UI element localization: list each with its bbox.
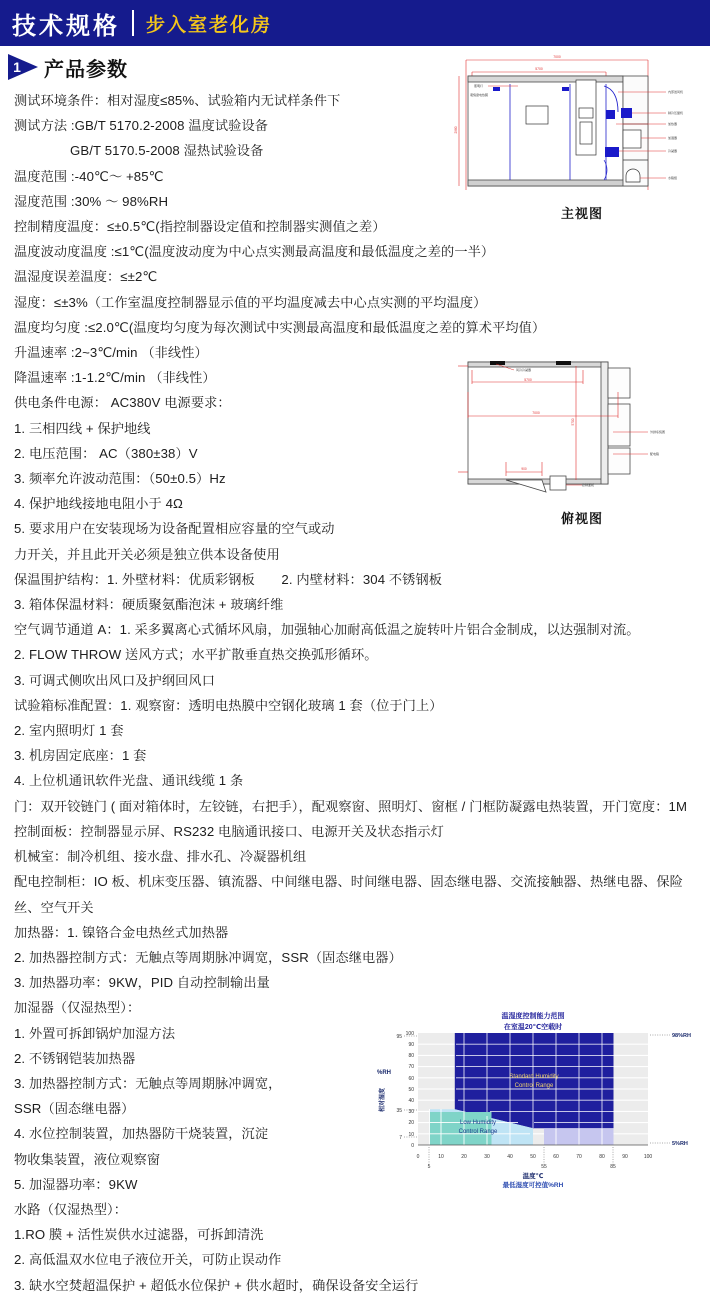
spec-line: 4. 水位控制装置，加热器防干烧装置，沉淀 (14, 1126, 269, 1142)
section-heading (8, 52, 128, 82)
y-tick: 80 (408, 1053, 414, 1059)
chart-ylabel: %RH (376, 1070, 392, 1076)
spec-line: 机械室：制冷机组、接水盘、排水孔、冷凝器机组 (14, 849, 307, 865)
x-tick: 30 (484, 1154, 490, 1160)
chart-xlabel-sub: 最低湿度可控值%RH (502, 1182, 564, 1189)
spec-line: 温度均匀度 :≤2.0℃(温度均匀度为每次测试中实测最高温度和最低温度之差的算术平均值） (14, 319, 546, 335)
spec-line: 1.RO 膜 + 活性炭供水过滤器，可拆卸清洗 (14, 1227, 264, 1243)
x-tick: 90 (622, 1154, 628, 1160)
spec-line: 控制面板：控制器显示屏、RS232 电脑通讯接口、电源开关及状态指示灯 (14, 823, 444, 839)
y-tick: 60 (408, 1076, 414, 1082)
spec-line: 湿度：≤±3%（工作室温度控制器显示值的平均温度减去中心点实测的平均温度） (14, 294, 487, 310)
spec-line: 3. 箱体保温材料：硬质聚氨酯泡沫 + 玻璃纤维 (14, 597, 284, 613)
spec-line: 供电条件电源： AC380V 电源要求： (14, 395, 231, 411)
spec-line: 水路（仅湿热型）： (14, 1201, 127, 1217)
spec-line: 加热器：1. 镍铬合金电热丝式加热器 (14, 924, 229, 940)
chart-ylabel-cn: 相对湿度 (380, 1087, 386, 1113)
spec-line: 2. FLOW THROW 送风方式；水平扩散垂直热交换弧形循环。 (14, 647, 378, 663)
front-label-2: 制冷压缩机 (668, 111, 684, 115)
top-dim-depth: 5700 (571, 418, 575, 426)
spec-line: 力开关，并且此开关必须是独立供本设备使用 (14, 546, 280, 562)
x-tick: 60 (553, 1154, 559, 1160)
spec-line: SSR（固态继电器） (14, 1101, 135, 1117)
spec-line: 温湿度误差温度：≤±2℃ (14, 269, 158, 285)
front-label-3: 加热器 (668, 122, 678, 126)
y-tick: 10 (408, 1132, 414, 1138)
x-tick: 20 (461, 1154, 467, 1160)
spec-line: 温度波动度温度 :≤1℃(温度波动度为中心点实测最高温度和最低温度之差的一半） (14, 244, 495, 260)
x-extra-tick: 55 (541, 1164, 547, 1170)
spec-line: 3. 加热器功率：9KW，PID 自动控制输出量 (14, 975, 270, 991)
top-label-2: 配电箱 (650, 452, 660, 456)
section-title: 产品参数 (44, 58, 128, 81)
y-extra-tick: 95 (396, 1034, 402, 1040)
spec-line: 物收集装置，液位观察窗 (14, 1151, 161, 1167)
x-tick: 50 (530, 1154, 536, 1160)
y-tick: 90 (408, 1042, 414, 1048)
spec-line: 3. 机房固定底座：1 套 (14, 748, 147, 764)
x-extra-tick: 5 (427, 1164, 431, 1170)
top-label-4: 控制面板 (582, 483, 595, 487)
chart-right-label-bottom: 5%RH (672, 1141, 688, 1147)
chart-xlabel: 温度℃ (522, 1173, 544, 1180)
standard-range-label-line1: Standard Humidity (509, 1074, 559, 1080)
standard-range-label-line2: Control Range (514, 1083, 554, 1089)
low-range-label-line1: Low Humidity (459, 1120, 497, 1126)
spec-line: 2. 高低温双水位电子液位开关，可防止误动作 (14, 1252, 282, 1268)
x-tick: 0 (416, 1154, 420, 1160)
x-extra-tick: 85 (610, 1164, 616, 1170)
spec-line: 2. 室内照明灯 1 套 (14, 723, 124, 739)
chart-right-label-top: 98%RH (672, 1033, 691, 1039)
y-extra-tick: 35 (396, 1108, 402, 1114)
front-dim-outer: 7000 (553, 55, 561, 59)
spec-line: 降温速率 :1-1.2℃/min （非线性） (14, 370, 216, 386)
spec-line: 3. 加热器控制方式：无触点等周期脉冲调宽， (14, 1075, 282, 1091)
section-number-badge (8, 54, 38, 80)
spec-line: 4. 上位机通讯软件光盘、通讯线缆 1 条 (14, 773, 244, 789)
spec-line: 2. 加热器控制方式：无触点等周期脉冲调宽，SSR（固态继电器） (14, 949, 402, 965)
front-dim-height: 2980 (454, 126, 458, 134)
spec-line: 1. 三相四线 + 保护地线 (14, 420, 151, 436)
y-extra-tick: 7 (399, 1135, 402, 1141)
spec-line: 保温围护结构：1. 外壁材料：优质彩钢板 2. 内壁材料：304 不锈钢板 (14, 571, 443, 587)
banner-title: 技术规格 (12, 12, 120, 40)
spec-line: 5. 要求用户在安装现场为设备配置相应容量的空气或动 (14, 521, 335, 537)
spec-line: 测试环境条件：相对湿度≤85%、试验箱内无试样条件下 (14, 93, 341, 108)
x-tick: 100 (643, 1154, 653, 1160)
spec-line: 2. 不锈钢铠装加热器 (14, 1050, 136, 1066)
front-label-7: 照明灯 (474, 84, 484, 88)
banner-subtitle: 步入室老化房 (146, 14, 273, 36)
top-dim-width-outer: 7000 (532, 411, 540, 415)
section-number: 1 (13, 59, 21, 75)
chart-title: 温湿度控制能力范围 (501, 1013, 565, 1020)
spec-line: 5. 加湿器功率：9KW (14, 1176, 138, 1192)
front-view-drawing (454, 50, 706, 221)
x-tick: 80 (599, 1154, 605, 1160)
spec-line: 测试方法 :GB/T 5170.2-2008 温度试验设备 (14, 118, 269, 134)
page-banner (0, 0, 710, 46)
top-view-drawing (458, 352, 706, 527)
spec-line: 控制精度温度：≤±0.5℃(指控制器设定值和控制器实测值之差） (14, 219, 386, 235)
spec-line: 4. 保护地线接地电阻小于 4Ω (14, 496, 183, 512)
spec-line: 试验箱标准配置：1. 观察窗：透明电热膜中空钢化玻璃 1 套（位于门上） (14, 697, 443, 713)
spec-line: 湿度范围 :30% ～ 98%RH (14, 193, 169, 209)
top-dim-door: 900 (521, 467, 527, 471)
spec-line: 配电控制柜：IO 板、机床变压器、镇流器、中间继电器、时间继电器、固态继电器、交流接触器、热继电器、保险丝、空气开关 (14, 874, 683, 915)
x-tick: 40 (507, 1154, 513, 1160)
x-tick: 10 (438, 1154, 444, 1160)
x-tick: 70 (576, 1154, 582, 1160)
y-tick: 70 (408, 1064, 414, 1070)
front-label-4: 加湿器 (668, 136, 678, 140)
spec-line: 3. 可调式侧吹出风口及护纲回风口 (14, 672, 215, 688)
humidity-control-chart (358, 1002, 708, 1190)
front-dim-inner: 5700 (535, 67, 543, 71)
spec-line: 升温速率 :2~3℃/min （非线性） (14, 345, 208, 361)
top-view-caption: 俯视图 (560, 511, 603, 526)
y-tick: 30 (408, 1109, 414, 1115)
top-label-3: 风冷冷凝器 (516, 368, 532, 372)
y-tick: 20 (408, 1120, 414, 1126)
y-tick: 0 (411, 1143, 414, 1149)
spec-line: 2. 电压范围： AC（380±38）V (14, 445, 198, 461)
front-label-8: 观察窗电热膜 (470, 93, 489, 97)
y-tick: 100 (405, 1031, 414, 1037)
chart-subtitle: 在室温20℃空载时 (503, 1024, 563, 1031)
spec-line: GB/T 5170.5-2008 湿热试验设备 (70, 143, 264, 159)
spec-line: 空气调节通道 A：1. 采多翼离心式循坏风扇，加强轴心加耐高低温之旋转叶片铝合金制成，以达强制对流。 (14, 622, 640, 638)
top-label-1: 外排系统图 (650, 430, 666, 434)
spec-line: 加湿器（仅湿热型）： (14, 1000, 141, 1016)
front-label-6: 水箱组 (668, 176, 678, 180)
spec-line: 温度范围 :-40℃～ +85℃ (14, 168, 164, 184)
y-tick: 50 (408, 1087, 414, 1093)
front-label-5: 冷凝器 (668, 149, 678, 153)
low-range-label-line2: Control Range (458, 1129, 498, 1135)
y-tick: 40 (408, 1098, 414, 1104)
spec-line: 3. 频率允许波动范围：（50±0.5）Hz (14, 471, 226, 487)
banner-divider (132, 10, 134, 36)
front-label-1: 内部送风机 (668, 90, 684, 94)
front-view-caption: 主视图 (560, 206, 603, 221)
top-dim-width-inner: 5700 (524, 378, 532, 382)
spec-line: 1. 外置可拆卸锅炉加湿方法 (14, 1025, 176, 1041)
spec-line: 3. 缺水空焚超温保护 + 超低水位保护 + 供水超时，确保设备安全运行 (14, 1277, 419, 1293)
spec-line: 门：双开铰链门 ( 面对箱体时，左铰链，右把手），配观察窗、照明灯、窗框 / 门框防凝露电热装置，开门宽度：1M (14, 798, 688, 814)
